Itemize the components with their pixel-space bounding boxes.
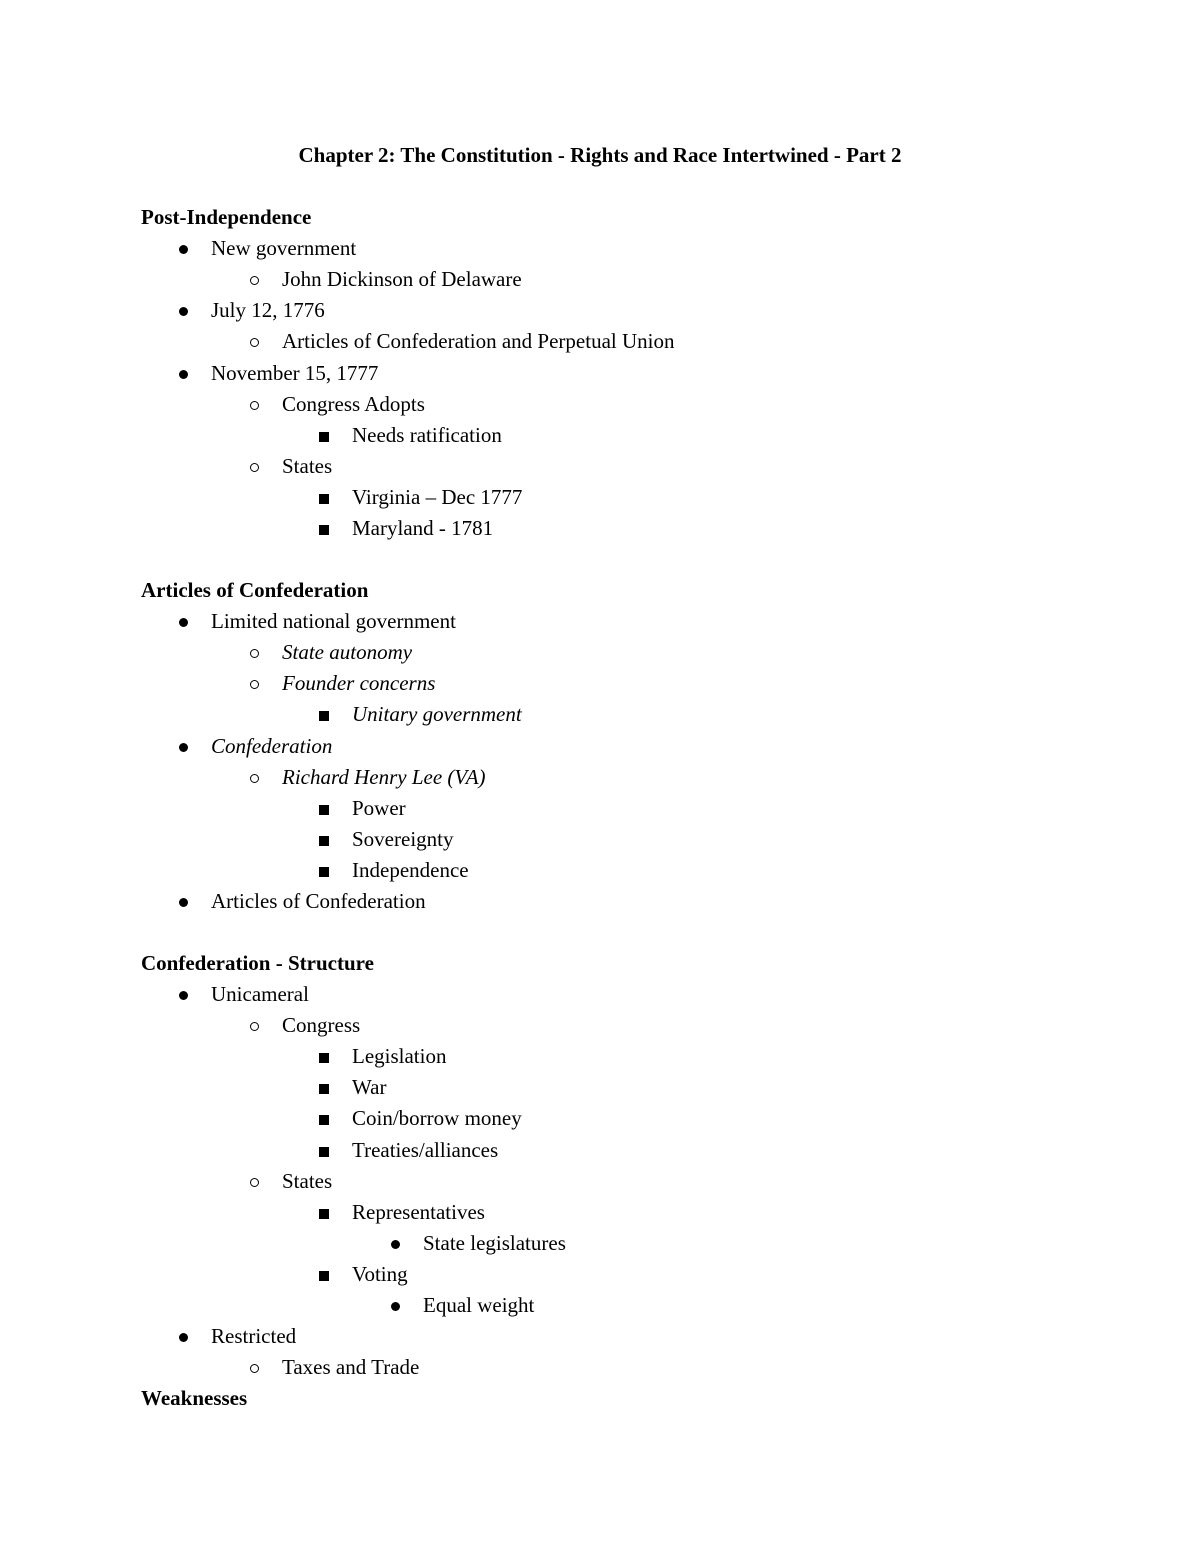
list-item-text: Taxes and Trade (282, 1355, 420, 1379)
list-item-text: Congress (282, 1013, 361, 1037)
hollow-circle-bullet-icon (250, 463, 259, 472)
square-bullet-icon (319, 836, 329, 846)
list-item (423, 1290, 534, 1321)
hollow-circle-bullet-icon (250, 1022, 259, 1031)
hollow-circle-bullet-icon (250, 1178, 259, 1187)
list-item-text: Power (352, 796, 406, 820)
list-item-text: Treaties/alliances (352, 1138, 499, 1162)
list-item-text: States (282, 1169, 333, 1193)
list-item (352, 699, 522, 730)
list-item-text: Restricted (211, 1324, 297, 1348)
filled-circle-bullet-icon (179, 991, 188, 1000)
list-item-text: Voting (352, 1262, 408, 1286)
square-bullet-icon (319, 1209, 329, 1219)
list-item (211, 233, 356, 264)
list-item (211, 731, 332, 762)
list-item (282, 637, 412, 668)
list-item (352, 513, 493, 544)
list-item (282, 326, 674, 357)
square-bullet-icon (319, 805, 329, 815)
filled-circle-bullet-icon (179, 1333, 188, 1342)
list-item-text: July 12, 1776 (211, 298, 325, 322)
filled-circle-bullet-icon (179, 898, 188, 907)
filled-circle-bullet-icon (179, 618, 188, 627)
square-bullet-icon (319, 1147, 329, 1157)
list-item (352, 824, 453, 855)
list-item (211, 295, 325, 326)
list-item (352, 482, 522, 513)
hollow-circle-bullet-icon (250, 649, 259, 658)
list-item (352, 1259, 408, 1290)
list-item (352, 1135, 498, 1166)
hollow-circle-bullet-icon (250, 401, 259, 410)
list-item-text: State legislatures (423, 1231, 566, 1255)
list-item (352, 793, 406, 824)
document-title: Chapter 2: The Constitution - Rights and Race Intertwined - Part 2 (298, 143, 902, 167)
list-item (423, 1228, 566, 1259)
list-item (282, 1166, 332, 1197)
list-item-text: Articles of Confederation and Perpetual Union (282, 329, 675, 353)
list-item-text: Representatives (352, 1200, 485, 1224)
list-item (211, 606, 456, 637)
square-bullet-icon (319, 525, 329, 535)
list-item-text: Sovereignty (352, 827, 454, 851)
filled-circle-bullet-icon (179, 370, 188, 379)
square-bullet-icon (319, 432, 329, 442)
list-item-text: Legislation (352, 1044, 447, 1068)
section-heading: Post-Independence (141, 205, 312, 229)
list-item-text: War (352, 1075, 387, 1099)
filled-circle-bullet-icon (179, 245, 188, 254)
list-item-text: November 15, 1777 (211, 361, 379, 385)
section-heading: Confederation - Structure (141, 951, 374, 975)
list-item-text: Confederation (211, 734, 333, 758)
hollow-circle-bullet-icon (250, 680, 259, 689)
hollow-circle-bullet-icon (250, 774, 259, 783)
list-item (352, 1197, 485, 1228)
list-item (282, 264, 522, 295)
list-item (352, 1103, 522, 1134)
list-item (282, 1010, 360, 1041)
square-bullet-icon (319, 1053, 329, 1063)
list-item-text: Richard Henry Lee (VA) (282, 765, 486, 789)
square-bullet-icon (319, 711, 329, 721)
list-item-text: Articles of Confederation (211, 889, 426, 913)
filled-circle-bullet-icon (179, 307, 188, 316)
hollow-circle-bullet-icon (250, 276, 259, 285)
list-item (282, 1352, 419, 1383)
list-item-text: Maryland - 1781 (352, 516, 494, 540)
list-item (211, 1321, 296, 1352)
list-item (282, 451, 332, 482)
list-item-text: Founder concerns (282, 671, 436, 695)
list-item (352, 855, 469, 886)
list-item-text: Unicameral (211, 982, 309, 1006)
filled-circle-bullet-icon (391, 1302, 400, 1311)
list-item (282, 389, 425, 420)
list-item-text: Equal weight (423, 1293, 535, 1317)
list-item-text: State autonomy (282, 640, 413, 664)
section-heading: Articles of Confederation (141, 578, 369, 602)
filled-circle-bullet-icon (391, 1240, 400, 1249)
list-item (352, 1041, 446, 1072)
list-item (282, 762, 486, 793)
list-item (352, 420, 502, 451)
square-bullet-icon (319, 1115, 329, 1125)
list-item-text: States (282, 454, 333, 478)
list-item-text: Coin/borrow money (352, 1106, 522, 1130)
list-item (211, 358, 378, 389)
list-item-text: Unitary government (352, 702, 522, 726)
list-item-text: Needs ratification (352, 423, 502, 447)
filled-circle-bullet-icon (179, 743, 188, 752)
list-item-text: Limited national government (211, 609, 456, 633)
list-item-text: Virginia – Dec 1777 (352, 485, 523, 509)
hollow-circle-bullet-icon (250, 338, 259, 347)
square-bullet-icon (319, 1084, 329, 1094)
list-item-text: John Dickinson of Delaware (282, 267, 522, 291)
list-item-text: New government (211, 236, 357, 260)
list-item-text: Independence (352, 858, 469, 882)
list-item (211, 886, 426, 917)
section-heading: Weaknesses (141, 1386, 248, 1410)
hollow-circle-bullet-icon (250, 1364, 259, 1373)
square-bullet-icon (319, 867, 329, 877)
square-bullet-icon (319, 494, 329, 504)
square-bullet-icon (319, 1271, 329, 1281)
list-item (211, 979, 309, 1010)
list-item-text: Congress Adopts (282, 392, 425, 416)
list-item (352, 1072, 386, 1103)
list-item (282, 668, 435, 699)
